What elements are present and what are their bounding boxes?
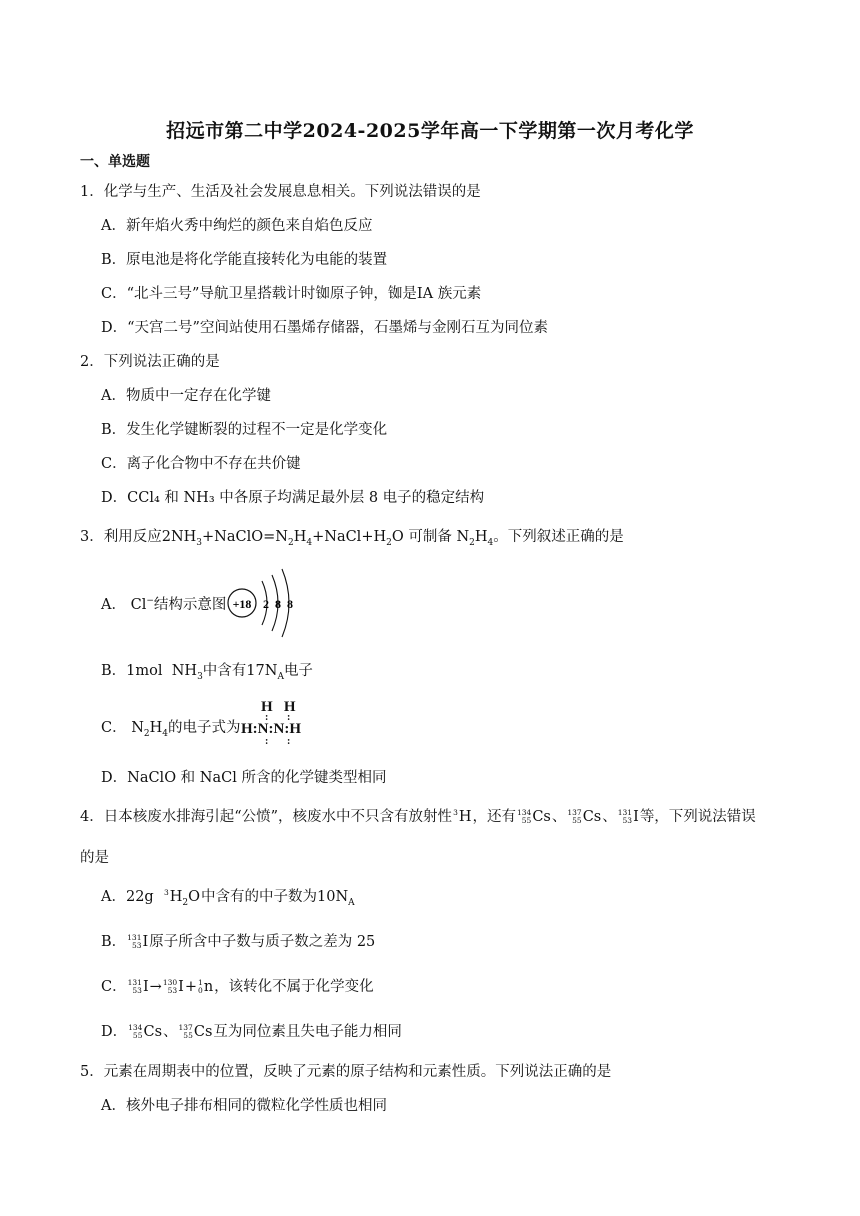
question-2-option-a: A．物质中一定存在化学键	[101, 388, 271, 404]
question-1-option-a: A．新年焰火秀中绚烂的颜色来自焰色反应	[101, 218, 373, 234]
question-3-option-c: C． $N_2H_4$的电子式为	[101, 720, 241, 739]
question-2-option-c: C．离子化合物中不存在共价键	[101, 456, 301, 472]
question-3-option-a: A． Cl−结构示意图	[101, 596, 227, 613]
reaction-equation: $2NH_3+NaClO=N_2H_4+NaCl+H_2O$	[161, 529, 404, 548]
question-3-stem: 3．利用反应$2NH_3+NaClO=N_2H_4+NaCl+H_2O$ 可制备 $N_2H_4$。下列叙述正确的是	[80, 529, 624, 548]
question-1-option-c: C．“北斗三号”导航卫星搭载计时铷原子钟，铷是ⅠA 族元素	[101, 286, 482, 302]
question-4-stem: 4．日本核废水排海引起“公愤”，核废水中不只含有放射性 3 H ，还有 134 55 Cs 、 137 55 Cs 、 131 53 I 等，下列说法错误	[80, 808, 756, 825]
question-2-option-d: D．CCl₄ 和 NH₃ 中各原子均满足最外层 8 电子的稳定结构	[101, 490, 485, 506]
question-5-option-a: A．核外电子排布相同的微粒化学性质也相同	[101, 1098, 387, 1114]
question-4-option-d: D． 134 55 Cs 、 137 55 Cs 互为同位素且失电子能力相同	[101, 1023, 402, 1040]
question-4-option-a: A．22g 3 $H_2O$ 中含有的中子数为$10N_A$	[101, 888, 355, 908]
question-4-option-b: B． 131 53 I 原子所含中子数与质子数之差为 25	[101, 933, 376, 950]
question-1-option-b: B．原电池是将化学能直接转化为电能的装置	[101, 252, 388, 268]
section-heading: 一、单选题	[80, 154, 150, 170]
question-1-stem: 1．化学与生产、生活及社会发展息息相关。下列说法错误的是	[80, 184, 481, 200]
question-1-option-d: D．“天宫二号”空间站使用石墨烯存储器，石墨烯与金刚石互为同位素	[101, 320, 548, 336]
question-2-stem: 2．下列说法正确的是	[80, 354, 220, 370]
question-4-option-c: C． 131 53 I → 130 53 I + 1 0 n ，该转化不属于化学变化	[101, 978, 374, 995]
question-2-option-b: B．发生化学键断裂的过程不一定是化学变化	[101, 422, 388, 438]
question-3-option-b: B．1mol $NH_3$中含有$17N_A$电子	[101, 663, 313, 682]
shell-electron-counts: 2 8 8	[263, 597, 293, 611]
question-4-stem-line-2: 的是	[80, 850, 109, 866]
chloride-structure-diagram	[226, 567, 306, 639]
question-5-stem: 5．元素在周期表中的位置，反映了元素的原子结构和元素性质。下列说法正确的是	[80, 1064, 612, 1080]
question-3-option-d: D．NaClO 和 NaCl 所含的化学键类型相同	[101, 770, 387, 786]
page-title: 招远市第二中学2024-2025学年高一下学期第一次月考化学	[166, 120, 694, 142]
nucleus-label: +18	[232, 597, 252, 611]
